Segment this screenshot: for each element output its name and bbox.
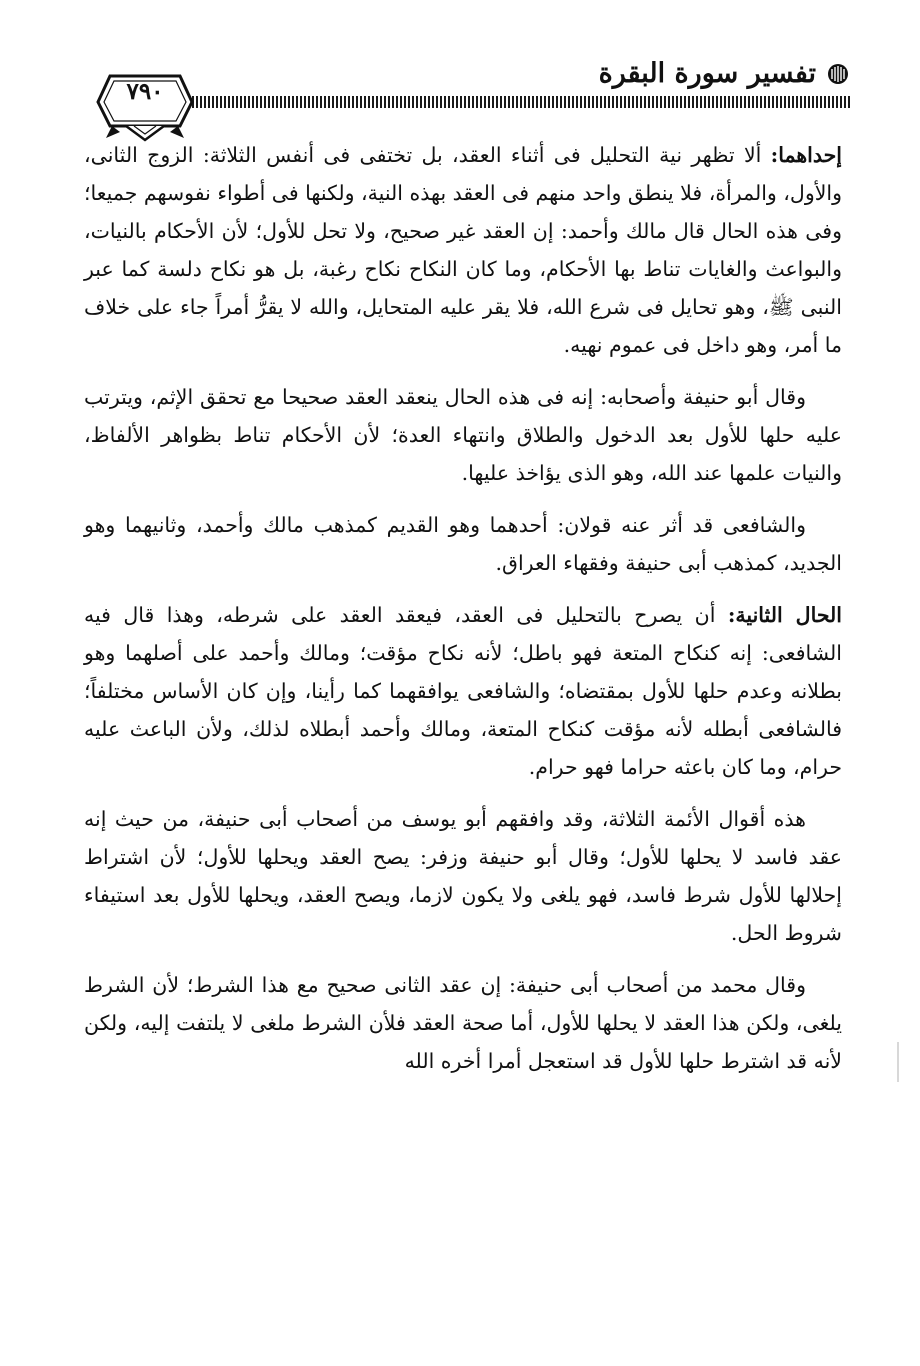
- paragraph-muhammad: [84, 966, 842, 1080]
- paragraph-heading: الحال الثانية:: [727, 603, 842, 627]
- paragraph-text: والشافعى قد أثر عنه قولان: أحدهما وهو القديم كمذهب مالك وأحمد، وثانيهما وهو الجديد، كمذهب أبى حنيفة وفقهاء العراق.: [84, 513, 842, 575]
- ornament-icon: [826, 62, 850, 86]
- page-header: [96, 40, 850, 150]
- paragraph-second-case: [84, 596, 842, 786]
- paragraph-first-case: [84, 136, 842, 364]
- scan-margin-mark: [897, 1042, 899, 1082]
- paragraph-abu-hanifa: [84, 378, 842, 492]
- paragraph-text: أن يصرح بالتحليل فى العقد، فيعقد العقد على شرطه، وهذا قال فيه الشافعى: إنه كنكاح المتعة فهو باطل؛ لأنه نكاح مؤقت؛ ومالك وأحمد على أصلهما وهو بطلانه وعدم حلها للأول بمقتضاه؛ والشافعى يوافقهما كما رأينا، وإن كان الأساس مختلفاً؛ فالشافعى أبطله لأنه مؤقت كنكاح المتعة، ومالك وأحمد أبطلاه لذلك، ولأن الباعث عليه حرام، وما كان باعثه حراما فهو حرام.: [84, 603, 842, 779]
- paragraph-shafii: [84, 506, 842, 582]
- paragraph-text: وقال محمد من أصحاب أبى حنيفة: إن عقد الثانى صحيح مع هذا الشرط؛ لأن الشرط يلغى، ولكن هذا العقد لا يحلها للأول، أما صحة العقد فلأن الشرط ملغى لا يلتفت إليه، ولكن لأنه قد اشترط حلها للأول قد استعجل أمرا أخره الله: [84, 973, 842, 1073]
- page-number: ٧٩٠: [126, 78, 164, 105]
- paragraph-text: هذه أقوال الأئمة الثلاثة، وقد وافقهم أبو يوسف من أصحاب أبى حنيفة، من حيث إنه عقد فاسد لا يحلها للأول؛ وقال أبو حنيفة وزفر: يصح العقد ويحلها للأول؛ لأن اشتراط إحلالها للأول شرط فاسد، فهو يلغى ولا يكون لازما، ويصح العقد، ويحلها للأول بعد استيفاء شروط الحل.: [84, 807, 842, 945]
- paragraph-text: ألا تظهر نية التحليل فى أثناء العقد، بل تختفى فى أنفس الثلاثة: الزوج الثانى، والأول، والمرأة، فلا ينطق واحد منهم فى العقد بهذه النية، ولكنها فى أطواء نفوسهم جميعا؛ وفى هذه الحال قال مالك وأحمد: إن العقد غير صحيح، ولا تحل للأول؛ لأن الأحكام بالنيات، والبواعث والغايات تناط بها الأحكام، وما كان النكاح نكاح رغبة، بل هو نكاح دلسة كما عبر النبى ﷺ، وهو تحايل فى شرع الله، فلا يقر عليه المتحايل، والله لا يقرُّ أمراً جاء على خلاف ما أمر، وهو داخل فى عموم نهيه.: [84, 143, 842, 357]
- paragraph-three-imams: [84, 800, 842, 952]
- running-header: [599, 58, 850, 89]
- paragraph-heading: إحداهما:: [770, 143, 842, 167]
- page-body: [84, 136, 842, 1094]
- header-rule: [192, 96, 850, 108]
- running-title: تفسير سورة البقرة: [598, 58, 816, 89]
- paragraph-text: وقال أبو حنيفة وأصحابه: إنه فى هذه الحال ينعقد العقد صحيحا مع تحقق الإثم، ويترتب عليه حلها للأول بعد الدخول والطلاق وانتهاء العدة؛ لأن الأحكام تناط بظواهر الألفاظ، والنيات علمها عند الله، وهو الذى يؤاخذ عليها.: [84, 385, 842, 485]
